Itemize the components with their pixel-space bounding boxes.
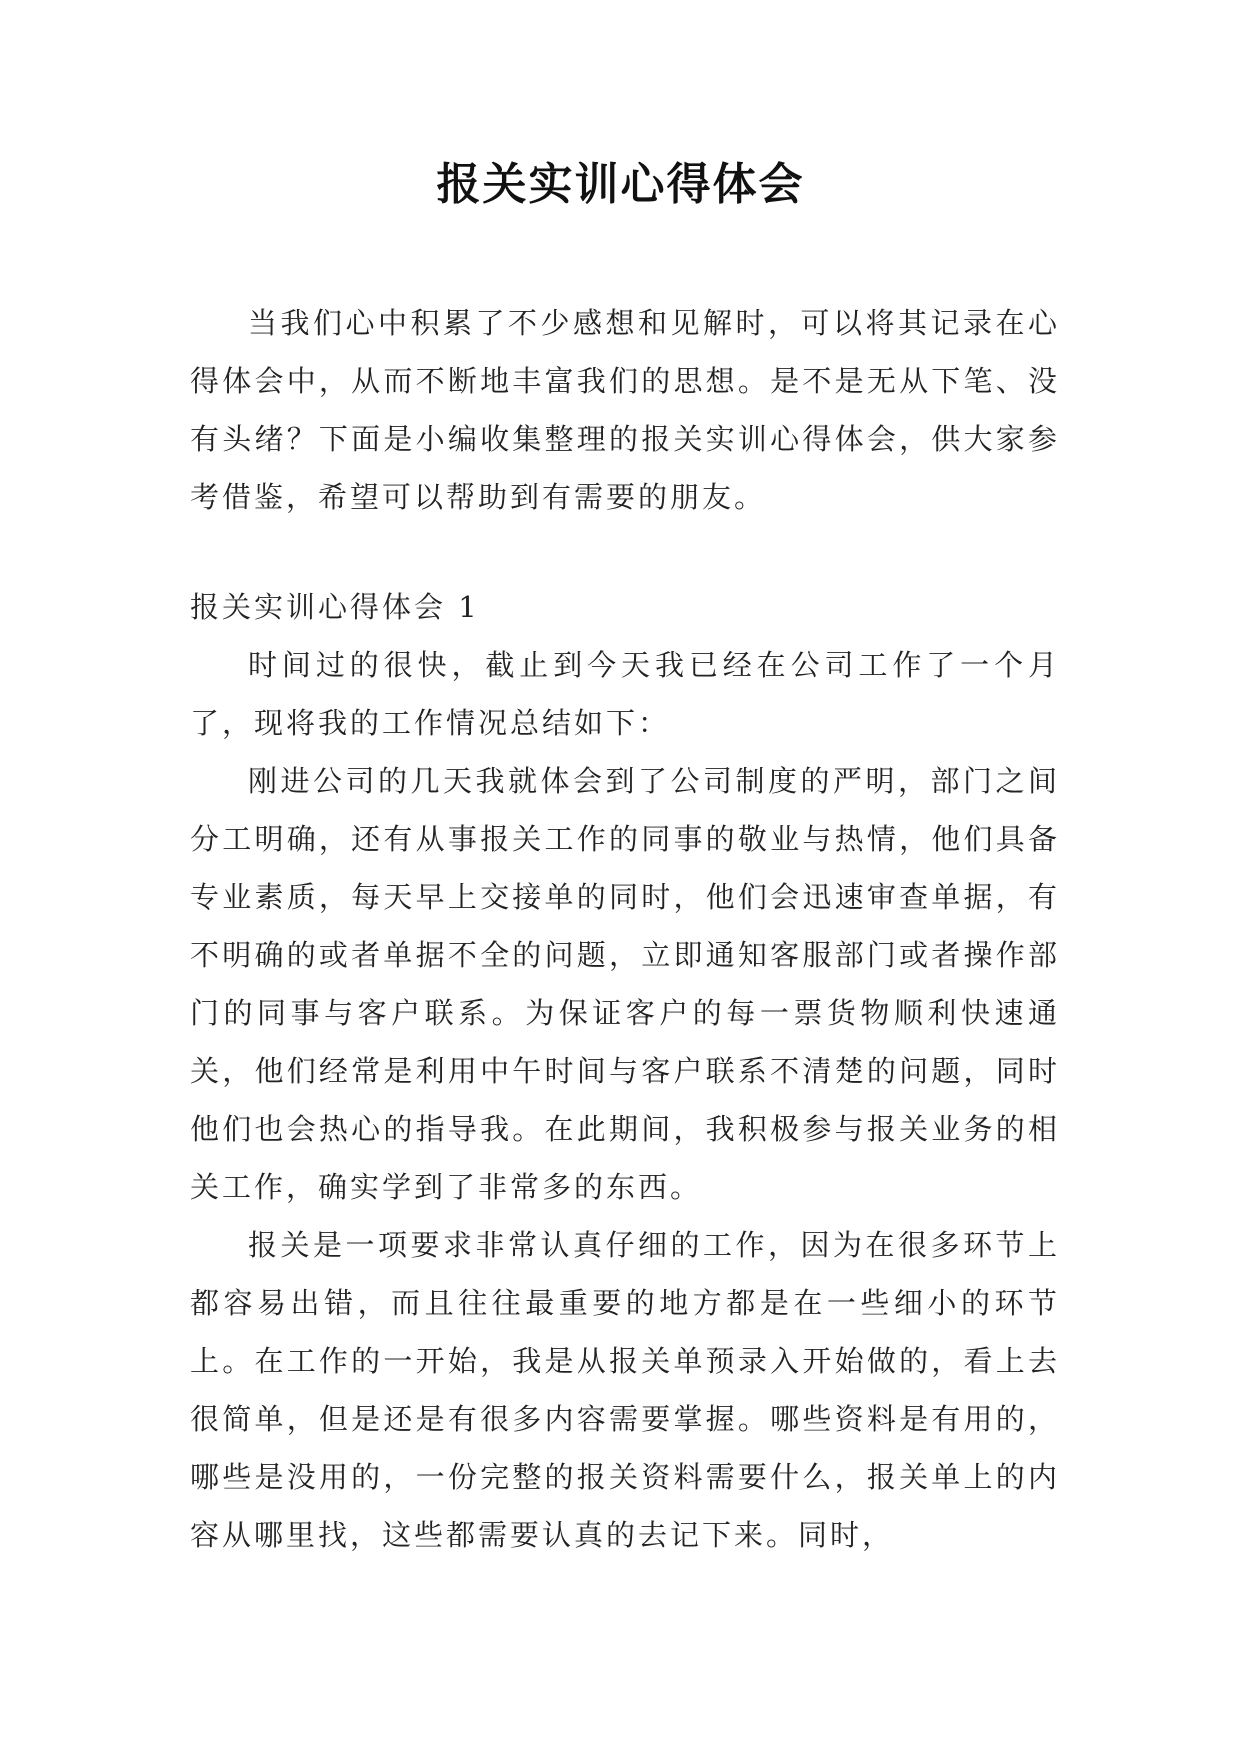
- body-paragraph-2: 刚进公司的几天我就体会到了公司制度的严明，部门之间分工明确，还有从事报关工作的同事的敬业与热情，他们具备专业素质，每天早上交接单的同时，他们会迅速审查单据，有不明确的或者单据不全的问题，立即通知客服部门或者操作部门的同事与客户联系。为保证客户的每一票货物顺利快速通关，他们经常是利用中午时间与客户联系不清楚的问题，同时他们也会热心的指导我。在此期间，我积极参与报关业务的相关工作，确实学到了非常多的东西。: [190, 764, 1060, 1204]
- body-paragraph-3: 报关是一项要求非常认真仔细的工作，因为在很多环节上都容易出错，而且往往最重要的地方都是在一些细小的环节上。在工作的一开始，我是从报关单预录入开始做的，看上去很简单，但是还是有很多内容需要掌握。哪些资料是有用的，哪些是没用的，一份完整的报关资料需要什么，报关单上的内容从哪里找，这些都需要认真的去记下来。同时，: [190, 1228, 1060, 1552]
- document-body: [190, 294, 1060, 1564]
- intro-paragraph: 当我们心中积累了不少感想和见解时，可以将其记录在心得体会中，从而不断地丰富我们的思想。是不是无从下笔、没有头绪？下面是小编收集整理的报关实训心得体会，供大家参考借鉴，希望可以帮助到有需要的朋友。: [190, 306, 1060, 514]
- section-heading: 报关实训心得体会 1: [190, 590, 480, 624]
- body-paragraph-1: 时间过的很快，截止到今天我已经在公司工作了一个月了，现将我的工作情况总结如下：: [190, 648, 1060, 740]
- document-title: 报关实训心得体会: [436, 159, 805, 210]
- section-spacer: [190, 526, 1060, 578]
